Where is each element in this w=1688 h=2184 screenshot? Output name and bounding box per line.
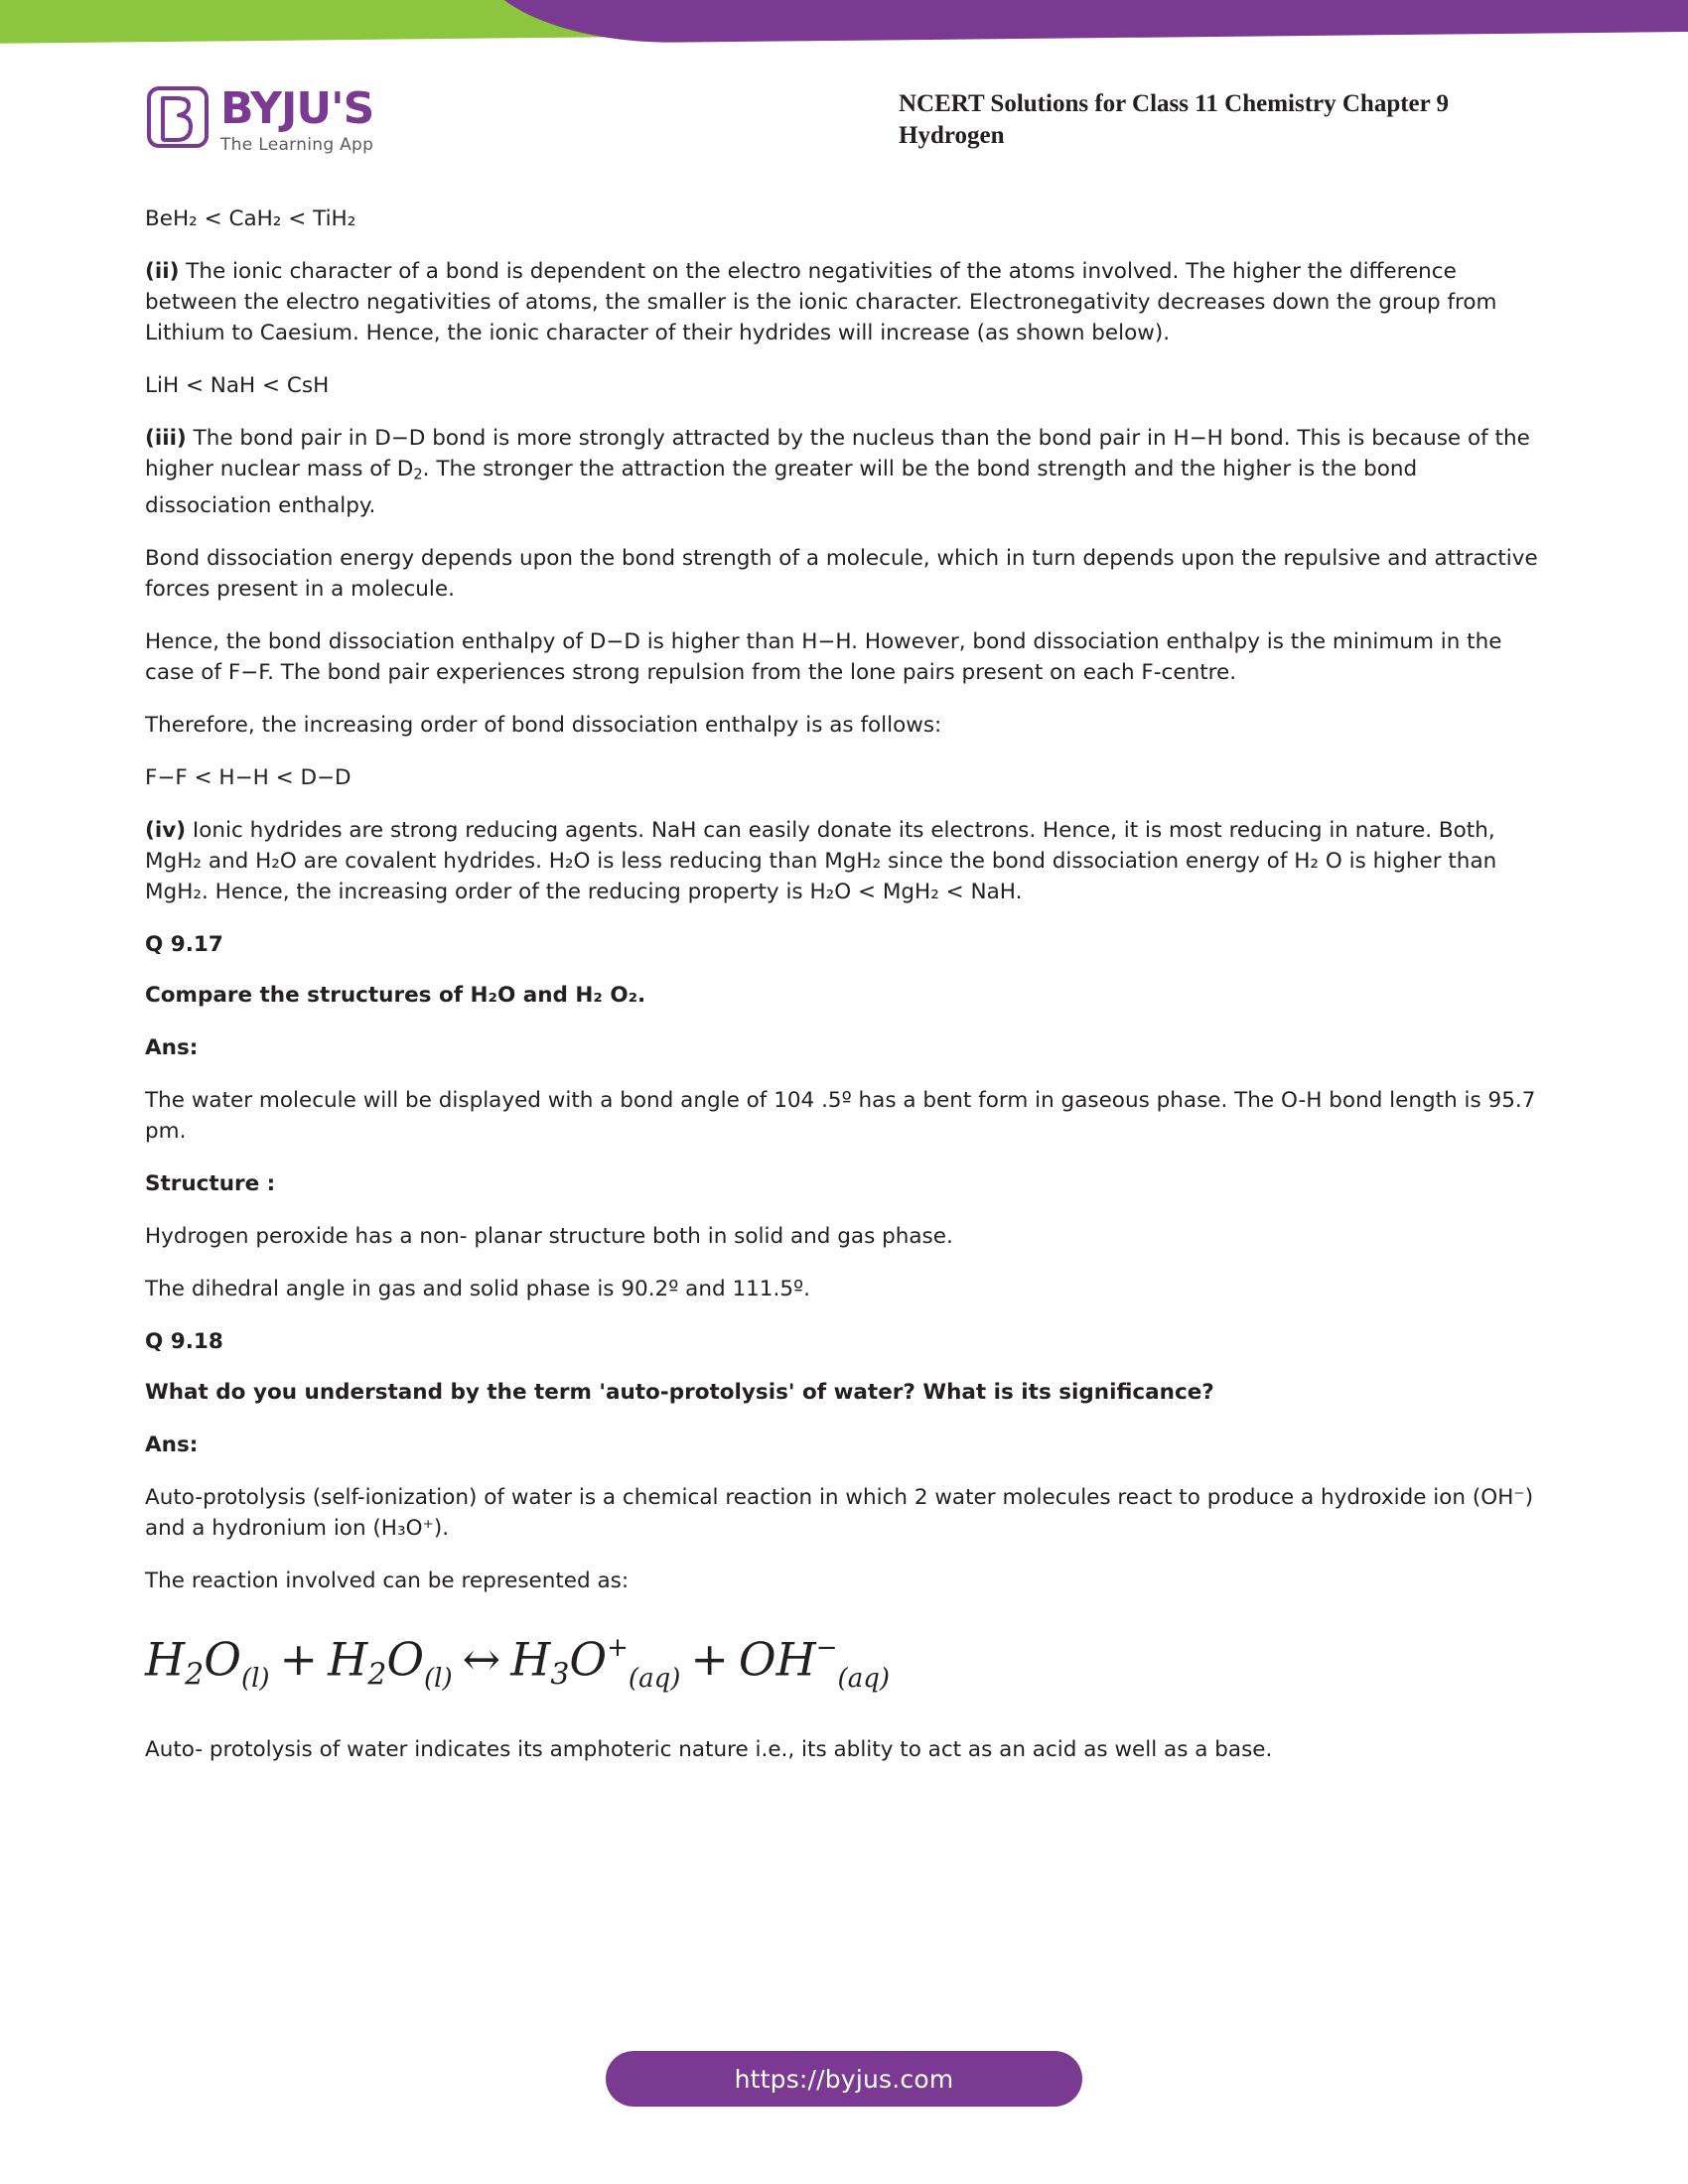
question-text-9-17: Compare the structures of H₂O and H₂ O₂.	[145, 982, 646, 1008]
eq-plus-2: +	[690, 1632, 729, 1687]
document-title-line2: Hydrogen	[899, 122, 1005, 149]
eq-term4-state: (aq)	[837, 1663, 890, 1694]
answer-label-9-17: Ans:	[145, 1034, 199, 1060]
order-bond-dissociation: F−F < H−H < D−D	[145, 764, 352, 790]
hence-paragraph: Hence, the bond dissociation enthalpy of D−D is higher than H−H. However, bond dissociation enthalpy is the minimum in the case of F−F. The bond pair experiences strong repulsion from the lone pairs present on each F-centre.	[145, 628, 1502, 685]
document-body	[145, 204, 1545, 1787]
eq-term2-state: (l)	[424, 1663, 453, 1694]
part-iii-label: (iii)	[145, 426, 187, 451]
part-iii-subscript: 2	[413, 466, 423, 483]
order-hydrides: BeH₂ < CaH₂ < TiH₂	[145, 206, 356, 231]
eq-arrow: ↔	[462, 1632, 501, 1687]
part-iii-text-b: . The stronger the attraction the greater will be the bond strength and the higher is the bond dissociation enthalpy.	[145, 457, 1418, 518]
order-ionic-character: LiH < NaH < CsH	[145, 373, 330, 398]
answer-paragraph-9-17: The water molecule will be displayed with a bond angle of 104 .5º has a bent form in gaseous phase. The O-H bond length is 95.7 pm.	[145, 1087, 1536, 1144]
part-ii-text: The ionic character of a bond is dependent on the electro negativities of the atoms involved. The higher the difference between the electro negativities of atoms, the smaller is the ionic character. Electronegativity decreases down the group from Lithium to Caesium. Hence, the ionic character of their hydrides will increase (as shown below).	[145, 259, 1497, 345]
dihedral-angle-paragraph: The dihedral angle in gas and solid phase is 90.2º and 111.5º.	[145, 1276, 810, 1301]
byjus-logo-text: BYJU'S	[220, 83, 374, 134]
byjus-logo	[147, 83, 374, 155]
auto-protolysis-equation	[145, 1618, 1545, 1708]
question-text-9-18: What do you understand by the term 'auto-protolysis' of water? What is its significance?	[145, 1379, 1214, 1405]
document-title	[899, 88, 1633, 152]
part-ii-label: (ii)	[145, 259, 180, 284]
eq-term2-h: H	[328, 1632, 368, 1687]
part-iii-text-a: The bond pair in D−D bond is more strongly attracted by the nucleus than the bond pair in H−H bond. This is because of the higher nuclear mass of D	[145, 426, 1530, 481]
eq-term2-2: 2	[367, 1657, 387, 1693]
answer-label-9-18: Ans:	[145, 1432, 199, 1457]
eq-term3-o: O	[569, 1632, 608, 1687]
byjus-logo-icon	[147, 86, 209, 148]
reaction-intro-paragraph: The reaction involved can be represented as:	[145, 1568, 630, 1593]
eq-term3-charge: +	[607, 1632, 629, 1663]
eq-term3-state: (aq)	[628, 1663, 681, 1694]
eq-term4-o: O	[738, 1632, 776, 1687]
eq-term1-2: 2	[185, 1657, 205, 1693]
part-iv-text: Ionic hydrides are strong reducing agents. NaH can easily donate its electrons. Hence, it is most reducing in nature. Both, MgH₂ and H₂O are covalent hydrides. H₂O is less reducing than MgH₂ since the bond dissociation energy of H₂ O is higher than MgH₂. Hence, the increasing order of the reducing property is H₂O < MgH₂ < NaH.	[145, 817, 1497, 904]
question-number-9-17: Q 9.17	[145, 931, 223, 957]
answer-paragraph-9-18: Auto-protolysis (self-ionization) of water is a chemical reaction in which 2 water molecules react to produce a hydroxide ion (OH⁻) and a hydronium ion (H₃O⁺).	[145, 1484, 1534, 1541]
byjus-logo-tagline: The Learning App	[220, 135, 374, 155]
closing-paragraph: Auto- protolysis of water indicates its amphoteric nature i.e., its ablity to act as an acid as well as a base.	[145, 1736, 1273, 1762]
eq-plus-1: +	[279, 1632, 319, 1687]
page-header	[0, 74, 1688, 184]
part-iii-paragraph	[145, 423, 1545, 521]
eq-term2-o: O	[386, 1632, 425, 1687]
part-ii-paragraph	[145, 256, 1545, 348]
b-letter-icon	[159, 96, 199, 142]
byjus-website-link[interactable]: https://byjus.com	[606, 2051, 1082, 2107]
structure-paragraph: Hydrogen peroxide has a non- planar structure both in solid and gas phase.	[145, 1223, 953, 1249]
part-iv-paragraph	[145, 815, 1545, 907]
page-top-decoration	[0, 0, 1688, 69]
eq-term4-h: H	[775, 1632, 816, 1687]
green-band	[0, 0, 1509, 44]
question-number-9-18: Q 9.18	[145, 1328, 223, 1354]
purple-band	[476, 0, 1688, 45]
therefore-paragraph: Therefore, the increasing order of bond dissociation enthalpy is as follows:	[145, 712, 942, 738]
eq-term4-charge: −	[815, 1632, 838, 1663]
structure-label: Structure :	[145, 1170, 276, 1196]
eq-term3-h: H	[510, 1632, 551, 1687]
eq-term1-h: H	[145, 1632, 186, 1687]
eq-term1-o: O	[204, 1632, 241, 1687]
document-title-line1: NCERT Solutions for Class 11 Chemistry Chapter 9	[899, 90, 1450, 117]
part-iv-label: (iv)	[145, 817, 187, 843]
eq-term1-state: (l)	[240, 1663, 270, 1694]
eq-term3-3: 3	[550, 1657, 570, 1693]
bond-energy-paragraph: Bond dissociation energy depends upon the bond strength of a molecule, which in turn depends upon the repulsive and attractive forces present in a molecule.	[145, 545, 1538, 602]
